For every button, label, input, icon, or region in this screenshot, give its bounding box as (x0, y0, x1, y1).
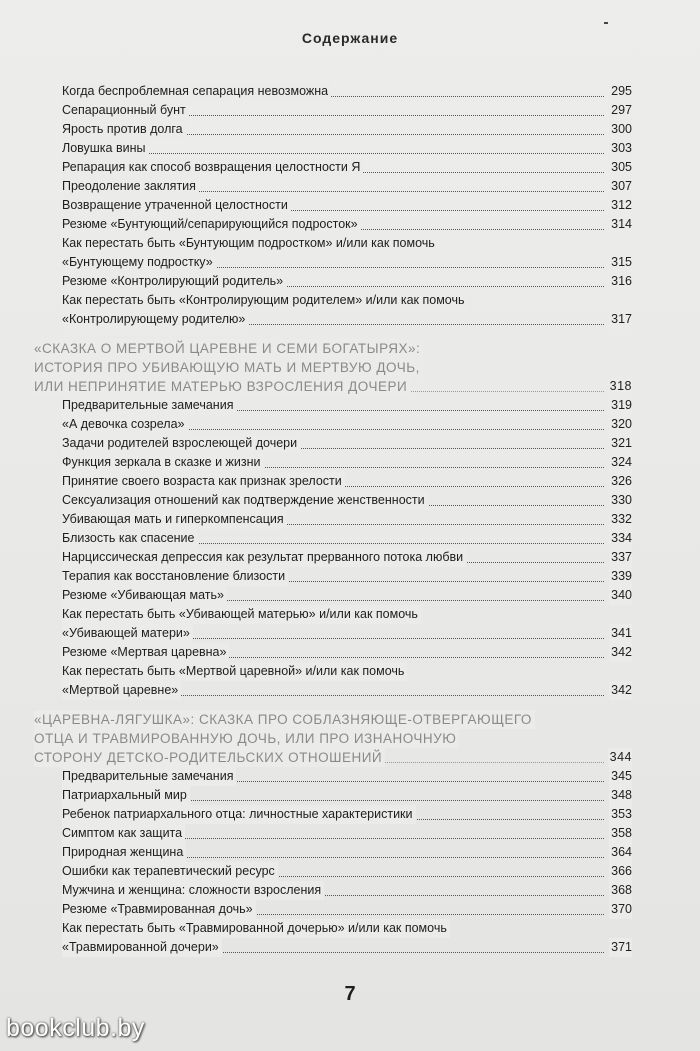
toc-entry-page: 337 (609, 548, 632, 567)
toc-entry-title: Как перестать быть «Убивающей матерью» и/или как помочь (62, 605, 421, 624)
toc-entry-title: Как перестать быть «Бунтующим подростком» и/или как помочь (62, 234, 438, 253)
toc-section-line[interactable] (34, 339, 632, 358)
toc-entry-page: 315 (609, 253, 632, 272)
toc-entry-title: Сепарационный бунт (62, 101, 189, 120)
toc-entry[interactable] (62, 139, 632, 158)
toc-entry-title: «Травмированной дочери» (62, 938, 222, 957)
toc-entry[interactable] (62, 415, 632, 434)
toc-entry-title: «Контролирующему родителю» (62, 310, 248, 329)
toc-entry[interactable] (62, 434, 632, 453)
toc-entry-page: 340 (609, 586, 632, 605)
toc-entry[interactable] (62, 624, 632, 643)
toc-entry-title: Убивающая мать и гиперкомпенсация (62, 510, 287, 529)
toc-entry-title: Функция зеркала в сказке и жизни (62, 453, 264, 472)
toc-entry[interactable] (62, 862, 632, 881)
toc-entry[interactable] (62, 919, 632, 938)
toc-entry[interactable] (62, 196, 632, 215)
toc-entry-page: 305 (609, 158, 632, 177)
toc-entry-title: Резюме «Бунтующий/сепарирующийся подросток» (62, 215, 361, 234)
toc-entry-title: «Мертвой царевне» (62, 681, 181, 700)
toc-entry-title: Ошибки как терапевтический ресурс (62, 862, 278, 881)
toc-entry-title: Как перестать быть «Контролирующим родителем» и/или как помочь (62, 291, 468, 310)
toc-entry[interactable] (62, 453, 632, 472)
toc-entry-title: ИСТОРИЯ ПРО УБИВАЮЩУЮ МАТЬ И МЕРТВУЮ ДОЧЬ, (34, 358, 423, 377)
toc-entry-page: 332 (609, 510, 632, 529)
toc-entry-page: 316 (609, 272, 632, 291)
toc-entry-title: Как перестать быть «Мертвой царевной» и/или как помочь (62, 662, 407, 681)
toc-entry-title: Принятие своего возраста как признак зрелости (62, 472, 345, 491)
toc-entry-title: Симптом как защита (62, 824, 185, 843)
toc-entry-page: 324 (609, 453, 632, 472)
toc-entry-page: 348 (609, 786, 632, 805)
toc-entry[interactable] (62, 786, 632, 805)
toc-entry-title: «А девочка созрела» (62, 415, 188, 434)
toc-entry-title: «СКАЗКА О МЕРТВОЙ ЦАРЕВНЕ И СЕМИ БОГАТЫРЯХ»: (34, 339, 423, 358)
toc-entry-title: Природная женщина (62, 843, 186, 862)
toc-section-line[interactable] (34, 710, 632, 729)
toc-entry[interactable] (62, 472, 632, 491)
toc-entry[interactable] (62, 82, 632, 101)
toc-entry-page: 334 (609, 529, 632, 548)
toc-entry[interactable] (62, 510, 632, 529)
toc-entry[interactable] (62, 310, 632, 329)
section-gap (0, 700, 700, 710)
print-mark (604, 22, 608, 24)
toc-entry[interactable] (62, 643, 632, 662)
toc-entry[interactable] (62, 881, 632, 900)
toc-entry-title: Резюме «Убивающая мать» (62, 586, 227, 605)
toc-entry-page: 358 (609, 824, 632, 843)
toc-entry[interactable] (62, 272, 632, 291)
toc-entry[interactable] (62, 529, 632, 548)
toc-entry-page: 370 (609, 900, 632, 919)
toc-entry-title: Как перестать быть «Травмированной дочерью» и/или как помочь (62, 919, 450, 938)
toc-entry-page: 312 (609, 196, 632, 215)
toc-entry-page: 353 (609, 805, 632, 824)
toc-entry[interactable] (62, 158, 632, 177)
toc-entry-title: Предварительные замечания (62, 767, 236, 786)
toc-entry-title: Репарация как способ возвращения целостности Я (62, 158, 363, 177)
toc-entry[interactable] (62, 491, 632, 510)
toc-entry-title: Резюме «Травмированная дочь» (62, 900, 256, 919)
toc-entry[interactable] (62, 586, 632, 605)
toc-entry-page: 300 (609, 120, 632, 139)
toc-entry-page: 339 (609, 567, 632, 586)
toc-entry[interactable] (62, 396, 632, 415)
toc-entry[interactable] (62, 767, 632, 786)
toc-entry-page: 318 (608, 377, 632, 396)
toc-entry-title: ИЛИ НЕПРИНЯТИЕ МАТЕРЬЮ ВЗРОСЛЕНИЯ ДОЧЕРИ (34, 377, 410, 396)
toc-entry[interactable] (62, 101, 632, 120)
toc-entry[interactable] (62, 548, 632, 567)
toc-entry-title: «ЦАРЕВНА-ЛЯГУШКА»: СКАЗКА ПРО СОБЛАЗНЯЮЩЕ-ОТВЕРГАЮЩЕГО (34, 710, 535, 729)
toc-entry-page: 320 (609, 415, 632, 434)
toc-entry[interactable] (62, 567, 632, 586)
toc-entry-title: Преодоление заклятия (62, 177, 199, 196)
toc-entry-title: «Убивающей матери» (62, 624, 193, 643)
toc-entry-title: Резюме «Контролирующий родитель» (62, 272, 286, 291)
toc-section-line[interactable] (34, 748, 632, 767)
toc-entry-title: Ловушка вины (62, 139, 148, 158)
toc-entry-page: 342 (609, 643, 632, 662)
toc-entry[interactable] (62, 662, 632, 681)
toc-entry-page: 342 (609, 681, 632, 700)
toc-entry[interactable] (62, 234, 632, 253)
toc-entry[interactable] (62, 938, 632, 957)
toc-entry-page: 341 (609, 624, 632, 643)
section-gap (0, 329, 700, 339)
toc-entry-page: 303 (609, 139, 632, 158)
toc-entry-page: 297 (609, 101, 632, 120)
page-header: Содержание (301, 30, 399, 46)
toc-entry-page: 295 (609, 82, 632, 101)
toc-entry-title: СТОРОНУ ДЕТСКО-РОДИТЕЛЬСКИХ ОТНОШЕНИЙ (34, 748, 385, 767)
toc-entry-page: 326 (609, 472, 632, 491)
toc-entry[interactable] (62, 900, 632, 919)
toc-section-line[interactable] (34, 358, 632, 377)
toc-entry[interactable] (62, 681, 632, 700)
toc-entry-page: 368 (609, 881, 632, 900)
toc-entry[interactable] (62, 253, 632, 272)
toc-section-line[interactable] (34, 729, 632, 748)
watermark: bookclub.by (6, 1014, 145, 1042)
toc-entry-page: 344 (608, 748, 632, 767)
toc-entry-page: 307 (609, 177, 632, 196)
toc-entry-title: Близость как спасение (62, 529, 198, 548)
toc-entry-title: Сексуализация отношений как подтверждение женственности (62, 491, 428, 510)
toc-entry-page: 317 (609, 310, 632, 329)
toc-entry-title: Возвращение утраченной целостности (62, 196, 291, 215)
toc-entry[interactable] (62, 843, 632, 862)
toc-entry[interactable] (62, 291, 632, 310)
toc-entry-page: 364 (609, 843, 632, 862)
toc-section-line[interactable] (34, 377, 632, 396)
page-number: 7 (344, 983, 356, 1005)
toc-entry-page: 314 (609, 215, 632, 234)
toc-entry-title: Задачи родителей взрослеющей дочери (62, 434, 300, 453)
toc-entry-title: Ребенок патриархального отца: личностные характеристики (62, 805, 416, 824)
toc-entry-title: Патриархальный мир (62, 786, 190, 805)
toc-entry[interactable] (62, 824, 632, 843)
toc-entry-title: Нарциссическая депрессия как результат прерванного потока любви (62, 548, 466, 567)
toc-entry-page: 321 (609, 434, 632, 453)
table-of-contents (0, 82, 700, 957)
toc-entry-title: Когда беспроблемная сепарация невозможна (62, 82, 331, 101)
toc-entry-title: Резюме «Мертвая царевна» (62, 643, 229, 662)
toc-entry-page: 330 (609, 491, 632, 510)
toc-entry-page: 371 (609, 938, 632, 957)
toc-entry[interactable] (62, 177, 632, 196)
toc-entry-title: Мужчина и женщина: сложности взросления (62, 881, 324, 900)
toc-entry-page: 319 (609, 396, 632, 415)
toc-entry-title: ОТЦА И ТРАВМИРОВАННУЮ ДОЧЬ, ИЛИ ПРО ИЗНАНОЧНУЮ (34, 729, 459, 748)
toc-entry[interactable] (62, 215, 632, 234)
toc-entry-title: «Бунтующему подростку» (62, 253, 216, 272)
toc-entry[interactable] (62, 605, 632, 624)
toc-entry-title: Терапия как восстановление близости (62, 567, 288, 586)
toc-entry-title: Предварительные замечания (62, 396, 236, 415)
toc-entry-page: 366 (609, 862, 632, 881)
toc-entry[interactable] (62, 805, 632, 824)
toc-entry[interactable] (62, 120, 632, 139)
toc-entry-page: 345 (609, 767, 632, 786)
toc-entry-title: Ярость против долга (62, 120, 186, 139)
